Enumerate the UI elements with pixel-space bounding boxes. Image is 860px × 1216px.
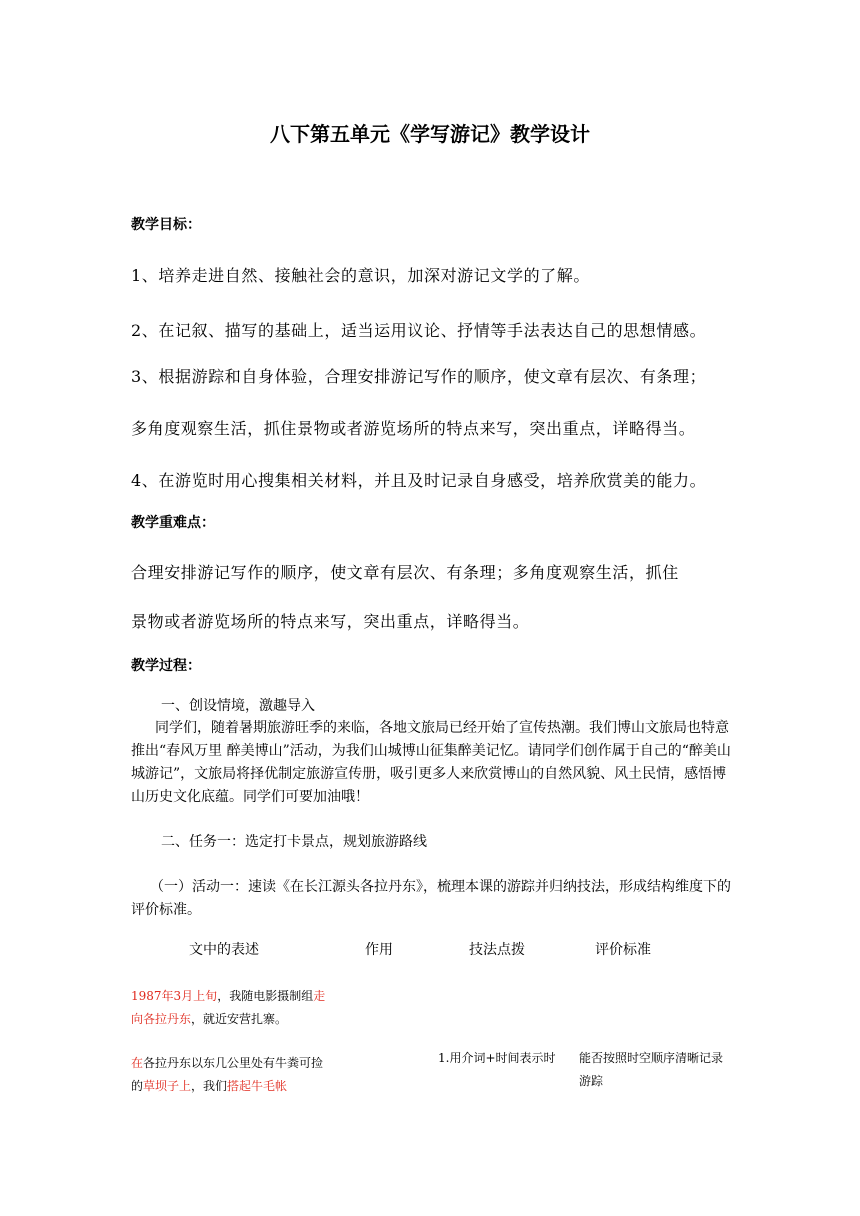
process-heading: 教学过程： <box>131 658 201 674</box>
table-quote-1 <box>131 985 327 1031</box>
goal-item-3-cont: 多角度观察生活，抓住景物或者游览场所的特点来写，突出重点，详略得当。 <box>131 419 696 438</box>
quote-2-action: 搭起牛毛帐 <box>227 1079 288 1093</box>
section-1-body: 同学们，随着暑期旅游旺季的来临，各地文旅局已经开始了宣传热潮。我们博山文旅局也特意推出“春风万里 醉美博山”活动，为我们山城博山征集醉美记忆。请同学们创作属于自己的“醉美山城游记”，文旅局将择优制定旅游宣传册，吸引更多人来欣赏博山的自然风貌、风土民情，感悟博山历史文化底蕴。同学们可要加油哦！ <box>131 720 731 805</box>
goal-item-2: 2、在记叙、描写的基础上，适当运用议论、抒情等手法表达自己的思想情感。 <box>131 321 707 340</box>
table-header-criterion: 评价标准 <box>595 942 651 958</box>
table-technique-1: 1.用介词+时间表示时 <box>438 1051 556 1065</box>
quote-2-text: 各拉丹东以东几公里处有牛粪可捡的 <box>131 1056 324 1093</box>
quote-1-text: ，我随电影摄制组 <box>217 989 314 1003</box>
section-1-title: 一、创设情境，激趣导入 <box>161 698 315 714</box>
table-header-function: 作用 <box>365 942 393 958</box>
table-header-technique: 技法点拨 <box>469 942 525 958</box>
section-2-title: 二、任务一：选定打卡景点，规划旅游路线 <box>161 834 427 850</box>
key-points-line-1: 合理安排游记写作的顺序，使文章有层次、有条理；多角度观察生活，抓住 <box>131 563 679 582</box>
goal-item-4: 4、在游览时用心搜集相关材料，并且及时记录自身感受，培养欣赏美的能力。 <box>131 471 707 490</box>
goal-item-1: 1、培养走进自然、接触社会的意识，加深对游记文学的了解。 <box>131 266 590 285</box>
table-header-statement: 文中的表述 <box>189 942 259 958</box>
quote-2-prep: 在 <box>131 1056 144 1070</box>
quote-2-place: 草坝子上 <box>143 1079 192 1093</box>
table-criterion-1: 能否按照时空顺序清晰记录游踪 <box>579 1051 724 1088</box>
quote-2-mid: ，我们 <box>191 1079 228 1093</box>
quote-1-end: ，就近安营扎寨。 <box>191 1012 288 1026</box>
key-points-heading: 教学重难点： <box>131 515 215 531</box>
quote-1-place: 走向各拉丹东 <box>131 989 326 1026</box>
goals-heading: 教学目标： <box>131 217 201 233</box>
activity-1-text: （一）活动一：速读《在长江源头各拉丹东》，梳理本课的游踪并归纳技法，形成结构维度下的评价标准。 <box>131 879 731 918</box>
quote-1-time: 1987年3月上旬 <box>131 989 218 1003</box>
goal-item-3: 3、根据游踪和自身体验，合理安排游记写作的顺序，使文章有层次、有条理； <box>131 367 707 386</box>
table-quote-2 <box>131 1052 327 1098</box>
document-title: 八下第五单元《学写游记》教学设计 <box>270 122 590 146</box>
key-points-line-2: 景物或者游览场所的特点来写，突出重点，详略得当。 <box>131 612 530 631</box>
